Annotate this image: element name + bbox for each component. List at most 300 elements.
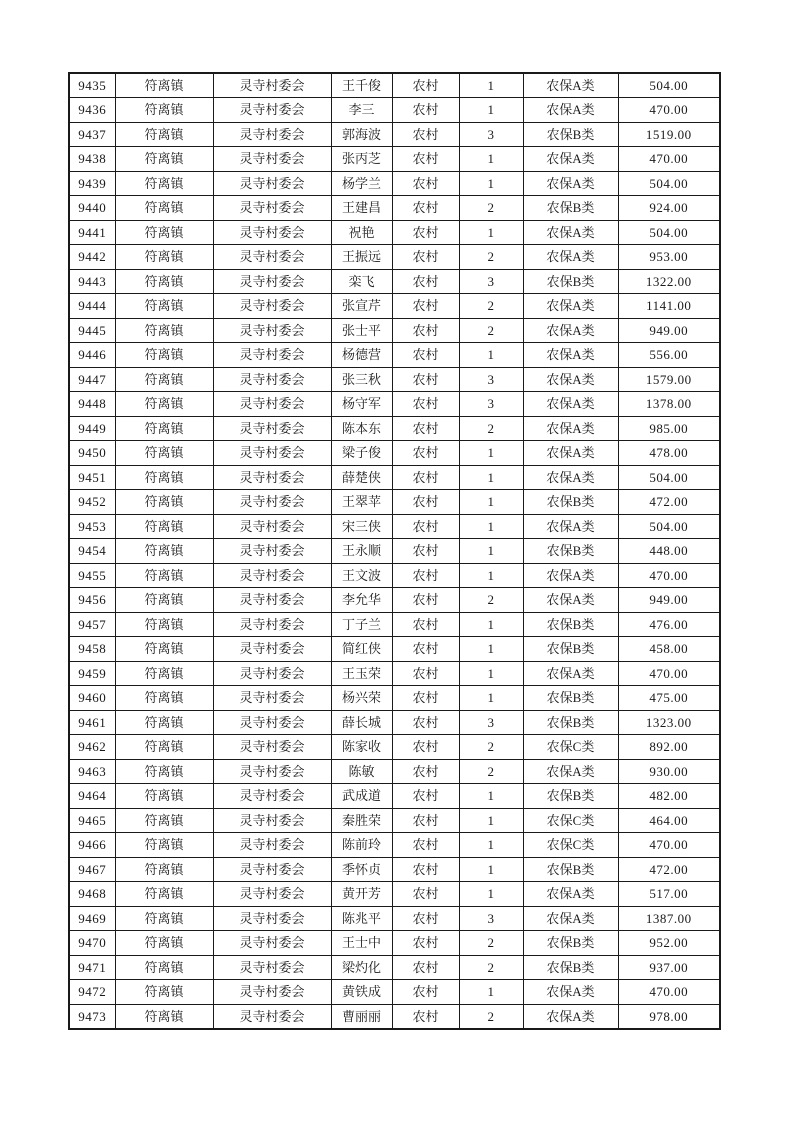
cell-count: 2 (459, 1004, 523, 1029)
cell-category: 农保B类 (523, 637, 618, 662)
cell-id: 9449 (69, 416, 115, 441)
table-row (69, 171, 720, 196)
cell-id: 9460 (69, 686, 115, 711)
table-row (69, 343, 720, 368)
cell-residence: 农村 (392, 98, 459, 123)
cell-residence: 农村 (392, 147, 459, 172)
cell-count: 1 (459, 857, 523, 882)
cell-name: 曹丽丽 (331, 1004, 392, 1029)
cell-category: 农保A类 (523, 294, 618, 319)
cell-residence: 农村 (392, 490, 459, 515)
cell-category: 农保B类 (523, 857, 618, 882)
cell-amount: 504.00 (618, 465, 720, 490)
cell-count: 2 (459, 245, 523, 270)
cell-amount: 448.00 (618, 539, 720, 564)
cell-town: 符离镇 (115, 171, 213, 196)
cell-village: 灵寺村委会 (213, 147, 331, 172)
cell-id: 9471 (69, 955, 115, 980)
cell-village: 灵寺村委会 (213, 637, 331, 662)
cell-count: 3 (459, 269, 523, 294)
cell-amount: 470.00 (618, 661, 720, 686)
cell-village: 灵寺村委会 (213, 931, 331, 956)
cell-village: 灵寺村委会 (213, 294, 331, 319)
cell-residence: 农村 (392, 661, 459, 686)
cell-residence: 农村 (392, 882, 459, 907)
cell-amount: 478.00 (618, 441, 720, 466)
cell-name: 秦胜荣 (331, 808, 392, 833)
table-row (69, 784, 720, 809)
cell-id: 9459 (69, 661, 115, 686)
cell-category: 农保A类 (523, 882, 618, 907)
cell-count: 3 (459, 122, 523, 147)
cell-amount: 1141.00 (618, 294, 720, 319)
cell-amount: 504.00 (618, 514, 720, 539)
cell-village: 灵寺村委会 (213, 833, 331, 858)
cell-category: 农保B类 (523, 784, 618, 809)
cell-count: 1 (459, 833, 523, 858)
cell-residence: 农村 (392, 612, 459, 637)
cell-amount: 892.00 (618, 735, 720, 760)
cell-id: 9465 (69, 808, 115, 833)
cell-village: 灵寺村委会 (213, 269, 331, 294)
cell-id: 9439 (69, 171, 115, 196)
table-row (69, 147, 720, 172)
cell-name: 王永顺 (331, 539, 392, 564)
cell-name: 杨守军 (331, 392, 392, 417)
cell-count: 1 (459, 637, 523, 662)
cell-town: 符离镇 (115, 514, 213, 539)
cell-category: 农保A类 (523, 661, 618, 686)
cell-amount: 472.00 (618, 490, 720, 515)
cell-residence: 农村 (392, 343, 459, 368)
cell-amount: 470.00 (618, 833, 720, 858)
cell-village: 灵寺村委会 (213, 857, 331, 882)
cell-village: 灵寺村委会 (213, 122, 331, 147)
cell-category: 农保B类 (523, 931, 618, 956)
cell-category: 农保B类 (523, 122, 618, 147)
cell-residence: 农村 (392, 441, 459, 466)
cell-count: 2 (459, 955, 523, 980)
table-row (69, 955, 720, 980)
table-row (69, 318, 720, 343)
cell-residence: 农村 (392, 539, 459, 564)
cell-amount: 949.00 (618, 318, 720, 343)
cell-name: 张宣芹 (331, 294, 392, 319)
cell-name: 王翠苹 (331, 490, 392, 515)
cell-amount: 504.00 (618, 171, 720, 196)
cell-residence: 农村 (392, 514, 459, 539)
cell-name: 黄铁成 (331, 980, 392, 1005)
cell-name: 栾飞 (331, 269, 392, 294)
cell-town: 符离镇 (115, 465, 213, 490)
cell-id: 9438 (69, 147, 115, 172)
cell-residence: 农村 (392, 73, 459, 98)
cell-id: 9440 (69, 196, 115, 221)
cell-town: 符离镇 (115, 931, 213, 956)
cell-residence: 农村 (392, 710, 459, 735)
table-row (69, 539, 720, 564)
cell-count: 1 (459, 98, 523, 123)
cell-category: 农保A类 (523, 588, 618, 613)
cell-category: 农保A类 (523, 367, 618, 392)
cell-name: 简红侠 (331, 637, 392, 662)
cell-category: 农保A类 (523, 563, 618, 588)
cell-amount: 1322.00 (618, 269, 720, 294)
cell-count: 2 (459, 196, 523, 221)
cell-residence: 农村 (392, 833, 459, 858)
table-row (69, 465, 720, 490)
cell-town: 符离镇 (115, 955, 213, 980)
cell-town: 符离镇 (115, 98, 213, 123)
cell-residence: 农村 (392, 955, 459, 980)
cell-residence: 农村 (392, 122, 459, 147)
cell-name: 张丙芝 (331, 147, 392, 172)
cell-town: 符离镇 (115, 196, 213, 221)
cell-count: 1 (459, 686, 523, 711)
cell-amount: 464.00 (618, 808, 720, 833)
cell-count: 1 (459, 441, 523, 466)
cell-residence: 农村 (392, 318, 459, 343)
cell-amount: 470.00 (618, 147, 720, 172)
table-row (69, 710, 720, 735)
table-row (69, 122, 720, 147)
cell-town: 符离镇 (115, 367, 213, 392)
cell-residence: 农村 (392, 269, 459, 294)
cell-id: 9473 (69, 1004, 115, 1029)
cell-count: 2 (459, 759, 523, 784)
cell-category: 农保A类 (523, 98, 618, 123)
cell-name: 陈前玲 (331, 833, 392, 858)
cell-village: 灵寺村委会 (213, 171, 331, 196)
cell-residence: 农村 (392, 637, 459, 662)
table-row (69, 980, 720, 1005)
cell-count: 2 (459, 318, 523, 343)
cell-residence: 农村 (392, 808, 459, 833)
cell-town: 符离镇 (115, 343, 213, 368)
cell-id: 9467 (69, 857, 115, 882)
cell-name: 陈本东 (331, 416, 392, 441)
cell-id: 9447 (69, 367, 115, 392)
cell-village: 灵寺村委会 (213, 465, 331, 490)
cell-amount: 458.00 (618, 637, 720, 662)
cell-village: 灵寺村委会 (213, 955, 331, 980)
cell-category: 农保A类 (523, 465, 618, 490)
table-row (69, 220, 720, 245)
cell-village: 灵寺村委会 (213, 735, 331, 760)
cell-name: 王玉荣 (331, 661, 392, 686)
cell-amount: 470.00 (618, 980, 720, 1005)
cell-village: 灵寺村委会 (213, 980, 331, 1005)
cell-residence: 农村 (392, 735, 459, 760)
cell-amount: 937.00 (618, 955, 720, 980)
cell-id: 9450 (69, 441, 115, 466)
cell-residence: 农村 (392, 171, 459, 196)
cell-town: 符离镇 (115, 710, 213, 735)
cell-category: 农保B类 (523, 686, 618, 711)
cell-id: 9458 (69, 637, 115, 662)
cell-id: 9437 (69, 122, 115, 147)
cell-name: 薛长城 (331, 710, 392, 735)
cell-town: 符离镇 (115, 539, 213, 564)
cell-amount: 472.00 (618, 857, 720, 882)
table-row (69, 882, 720, 907)
table-row (69, 367, 720, 392)
cell-village: 灵寺村委会 (213, 686, 331, 711)
cell-residence: 农村 (392, 931, 459, 956)
cell-id: 9442 (69, 245, 115, 270)
cell-count: 1 (459, 980, 523, 1005)
cell-village: 灵寺村委会 (213, 490, 331, 515)
cell-town: 符离镇 (115, 245, 213, 270)
cell-amount: 1323.00 (618, 710, 720, 735)
cell-residence: 农村 (392, 857, 459, 882)
cell-name: 王千俊 (331, 73, 392, 98)
cell-id: 9445 (69, 318, 115, 343)
cell-residence: 农村 (392, 588, 459, 613)
cell-name: 武成道 (331, 784, 392, 809)
cell-count: 1 (459, 171, 523, 196)
table-row (69, 808, 720, 833)
cell-category: 农保B类 (523, 269, 618, 294)
cell-name: 李允华 (331, 588, 392, 613)
cell-amount: 504.00 (618, 73, 720, 98)
cell-village: 灵寺村委会 (213, 73, 331, 98)
table-row (69, 588, 720, 613)
table-row (69, 833, 720, 858)
cell-name: 薛楚侠 (331, 465, 392, 490)
cell-count: 1 (459, 563, 523, 588)
cell-id: 9461 (69, 710, 115, 735)
cell-village: 灵寺村委会 (213, 588, 331, 613)
cell-name: 梁子俊 (331, 441, 392, 466)
cell-category: 农保C类 (523, 808, 618, 833)
cell-category: 农保A类 (523, 416, 618, 441)
cell-id: 9468 (69, 882, 115, 907)
cell-residence: 农村 (392, 392, 459, 417)
cell-category: 农保A类 (523, 441, 618, 466)
table-row (69, 245, 720, 270)
cell-village: 灵寺村委会 (213, 318, 331, 343)
cell-id: 9435 (69, 73, 115, 98)
table-row (69, 514, 720, 539)
cell-village: 灵寺村委会 (213, 245, 331, 270)
cell-town: 符离镇 (115, 784, 213, 809)
cell-category: 农保A类 (523, 906, 618, 931)
cell-count: 3 (459, 906, 523, 931)
payment-roster-body (69, 73, 720, 1029)
cell-id: 9444 (69, 294, 115, 319)
cell-count: 2 (459, 735, 523, 760)
cell-count: 1 (459, 220, 523, 245)
cell-category: 农保C类 (523, 833, 618, 858)
cell-name: 王振远 (331, 245, 392, 270)
cell-id: 9451 (69, 465, 115, 490)
cell-id: 9466 (69, 833, 115, 858)
cell-village: 灵寺村委会 (213, 343, 331, 368)
cell-count: 1 (459, 882, 523, 907)
cell-residence: 农村 (392, 980, 459, 1005)
cell-name: 梁灼化 (331, 955, 392, 980)
cell-town: 符离镇 (115, 759, 213, 784)
cell-category: 农保A类 (523, 759, 618, 784)
cell-count: 1 (459, 343, 523, 368)
cell-town: 符离镇 (115, 808, 213, 833)
cell-id: 9470 (69, 931, 115, 956)
table-row (69, 563, 720, 588)
cell-village: 灵寺村委会 (213, 220, 331, 245)
cell-amount: 556.00 (618, 343, 720, 368)
cell-category: 农保B类 (523, 612, 618, 637)
cell-village: 灵寺村委会 (213, 196, 331, 221)
cell-name: 丁子兰 (331, 612, 392, 637)
cell-id: 9453 (69, 514, 115, 539)
cell-name: 祝艳 (331, 220, 392, 245)
cell-town: 符离镇 (115, 612, 213, 637)
cell-residence: 农村 (392, 563, 459, 588)
cell-category: 农保A类 (523, 1004, 618, 1029)
cell-count: 2 (459, 416, 523, 441)
cell-id: 9455 (69, 563, 115, 588)
cell-amount: 930.00 (618, 759, 720, 784)
cell-town: 符离镇 (115, 980, 213, 1005)
cell-amount: 985.00 (618, 416, 720, 441)
table-row (69, 857, 720, 882)
table-row (69, 931, 720, 956)
table-row (69, 392, 720, 417)
table-row (69, 441, 720, 466)
cell-id: 9463 (69, 759, 115, 784)
cell-id: 9454 (69, 539, 115, 564)
cell-town: 符离镇 (115, 686, 213, 711)
cell-count: 2 (459, 931, 523, 956)
cell-village: 灵寺村委会 (213, 710, 331, 735)
cell-category: 农保B类 (523, 196, 618, 221)
cell-village: 灵寺村委会 (213, 906, 331, 931)
table-row (69, 490, 720, 515)
cell-residence: 农村 (392, 416, 459, 441)
cell-town: 符离镇 (115, 318, 213, 343)
table-row (69, 686, 720, 711)
table-row (69, 294, 720, 319)
cell-town: 符离镇 (115, 122, 213, 147)
cell-town: 符离镇 (115, 416, 213, 441)
cell-count: 1 (459, 808, 523, 833)
cell-id: 9443 (69, 269, 115, 294)
cell-category: 农保A类 (523, 514, 618, 539)
cell-amount: 949.00 (618, 588, 720, 613)
cell-id: 9456 (69, 588, 115, 613)
cell-residence: 农村 (392, 759, 459, 784)
cell-town: 符离镇 (115, 1004, 213, 1029)
cell-name: 张士平 (331, 318, 392, 343)
cell-id: 9446 (69, 343, 115, 368)
cell-count: 3 (459, 392, 523, 417)
cell-residence: 农村 (392, 196, 459, 221)
cell-village: 灵寺村委会 (213, 882, 331, 907)
table-row (69, 735, 720, 760)
cell-count: 1 (459, 490, 523, 515)
cell-category: 农保A类 (523, 220, 618, 245)
table-row (69, 759, 720, 784)
cell-village: 灵寺村委会 (213, 808, 331, 833)
cell-town: 符离镇 (115, 906, 213, 931)
cell-town: 符离镇 (115, 661, 213, 686)
cell-category: 农保A类 (523, 171, 618, 196)
table-row (69, 196, 720, 221)
cell-residence: 农村 (392, 245, 459, 270)
table-row (69, 416, 720, 441)
cell-amount: 470.00 (618, 98, 720, 123)
cell-residence: 农村 (392, 1004, 459, 1029)
cell-name: 季怀贞 (331, 857, 392, 882)
cell-count: 3 (459, 710, 523, 735)
cell-count: 1 (459, 539, 523, 564)
cell-name: 陈家收 (331, 735, 392, 760)
cell-category: 农保A类 (523, 318, 618, 343)
cell-town: 符离镇 (115, 220, 213, 245)
cell-category: 农保A类 (523, 73, 618, 98)
table-row (69, 612, 720, 637)
cell-village: 灵寺村委会 (213, 539, 331, 564)
cell-town: 符离镇 (115, 588, 213, 613)
cell-name: 郭海波 (331, 122, 392, 147)
cell-residence: 农村 (392, 906, 459, 931)
table-row (69, 661, 720, 686)
cell-amount: 1579.00 (618, 367, 720, 392)
cell-village: 灵寺村委会 (213, 392, 331, 417)
table-row (69, 637, 720, 662)
table-row (69, 98, 720, 123)
cell-count: 2 (459, 588, 523, 613)
cell-category: 农保B类 (523, 710, 618, 735)
cell-village: 灵寺村委会 (213, 661, 331, 686)
table-row (69, 73, 720, 98)
cell-name: 杨兴荣 (331, 686, 392, 711)
cell-name: 杨德营 (331, 343, 392, 368)
cell-category: 农保A类 (523, 980, 618, 1005)
cell-id: 9452 (69, 490, 115, 515)
cell-name: 王建昌 (331, 196, 392, 221)
cell-name: 黄开芳 (331, 882, 392, 907)
cell-category: 农保A类 (523, 147, 618, 172)
cell-count: 1 (459, 784, 523, 809)
cell-town: 符离镇 (115, 294, 213, 319)
cell-id: 9457 (69, 612, 115, 637)
cell-count: 1 (459, 147, 523, 172)
cell-village: 灵寺村委会 (213, 514, 331, 539)
cell-amount: 952.00 (618, 931, 720, 956)
cell-residence: 农村 (392, 367, 459, 392)
cell-id: 9464 (69, 784, 115, 809)
cell-id: 9448 (69, 392, 115, 417)
cell-residence: 农村 (392, 465, 459, 490)
cell-name: 张三秋 (331, 367, 392, 392)
cell-category: 农保B类 (523, 955, 618, 980)
cell-amount: 978.00 (618, 1004, 720, 1029)
cell-amount: 475.00 (618, 686, 720, 711)
cell-amount: 470.00 (618, 563, 720, 588)
cell-town: 符离镇 (115, 735, 213, 760)
cell-village: 灵寺村委会 (213, 563, 331, 588)
cell-id: 9472 (69, 980, 115, 1005)
cell-town: 符离镇 (115, 269, 213, 294)
cell-town: 符离镇 (115, 73, 213, 98)
cell-town: 符离镇 (115, 857, 213, 882)
table-row (69, 269, 720, 294)
cell-category: 农保C类 (523, 735, 618, 760)
cell-town: 符离镇 (115, 392, 213, 417)
cell-count: 1 (459, 514, 523, 539)
